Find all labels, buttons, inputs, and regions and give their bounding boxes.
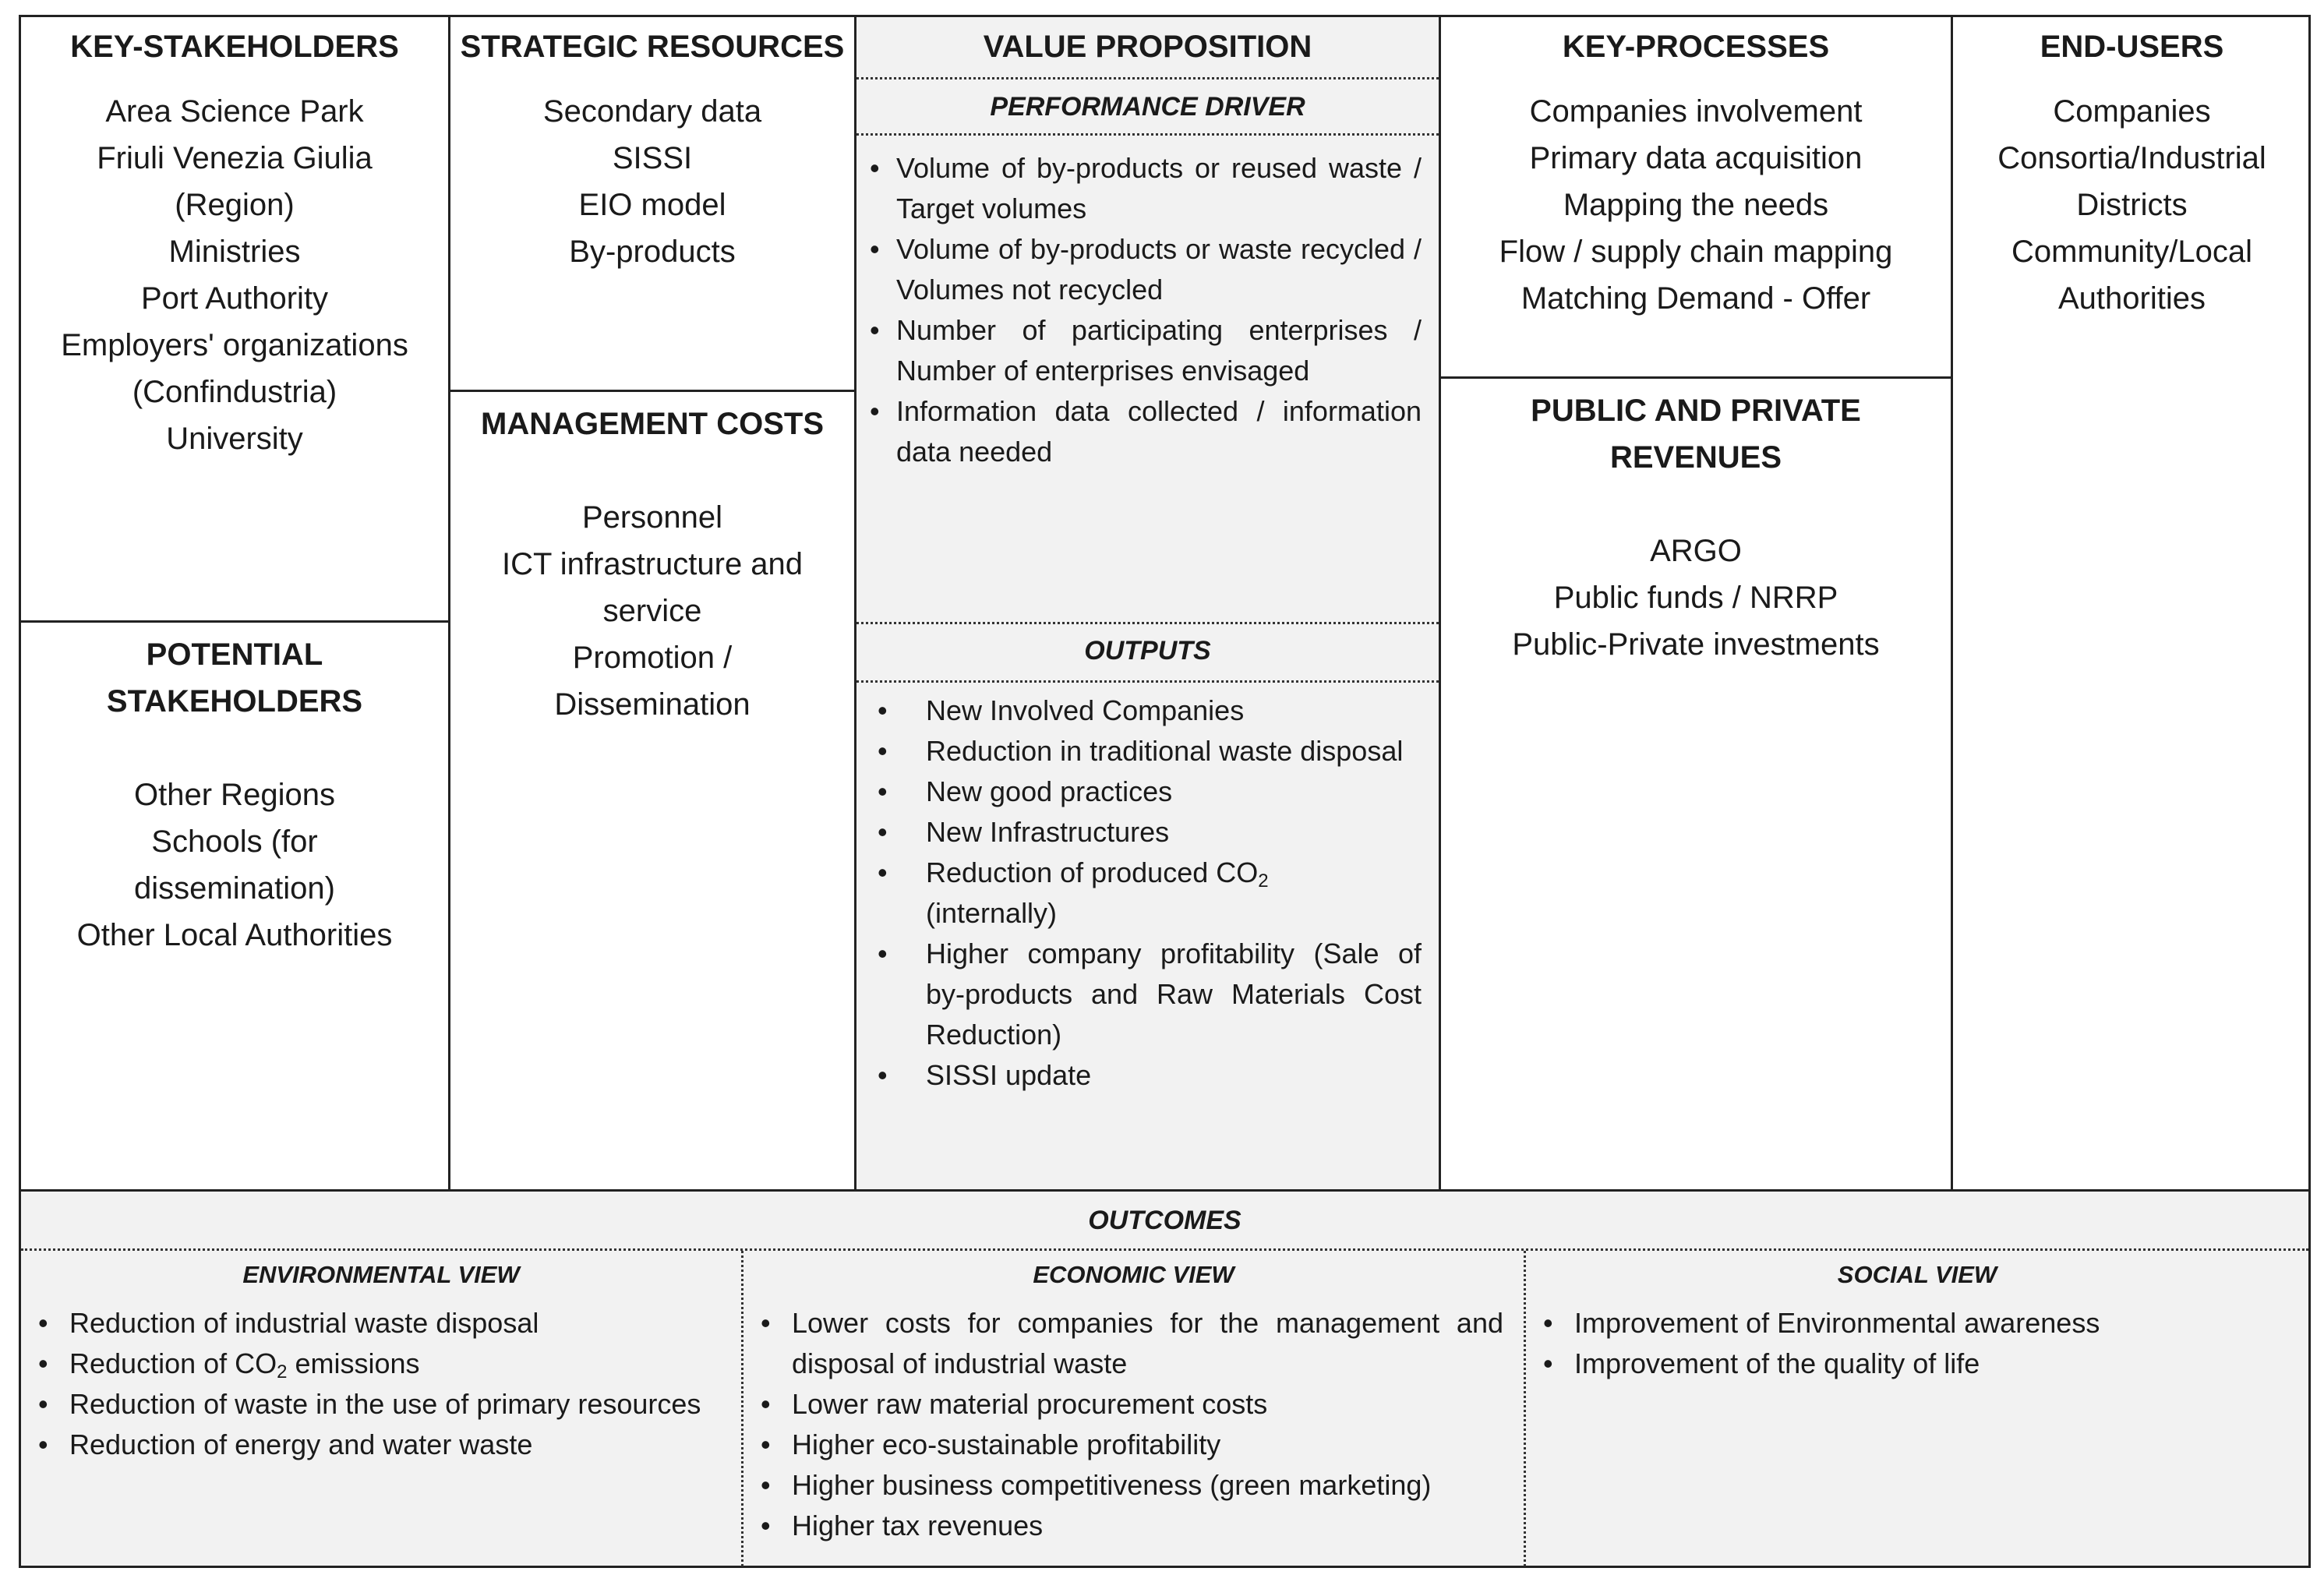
- performance-driver-section: [864, 148, 1422, 472]
- list-item-text: Lower raw material procurement costs: [792, 1388, 1268, 1420]
- bullet-icon: •: [878, 735, 888, 767]
- list-item: [864, 310, 1422, 391]
- bullet-icon: •: [38, 1428, 48, 1460]
- list-item: Other Regions: [134, 778, 335, 812]
- list-item: Community/Local: [2011, 235, 2252, 269]
- environmental-view-title: ENVIRONMENTAL VIEW: [242, 1261, 520, 1288]
- economic-view-section: [743, 1259, 1524, 1546]
- list-item-text: Reduction of energy and water waste: [69, 1428, 533, 1460]
- end-users-section: [1953, 23, 2311, 322]
- performance-driver-list: [864, 148, 1422, 472]
- list-item: [864, 690, 1422, 731]
- list-item: dissemination): [134, 871, 335, 906]
- revenues-section: [1441, 387, 1951, 668]
- outcomes-title: OUTCOMES: [1088, 1206, 1241, 1235]
- list-item-text: Reduction of CO: [69, 1347, 277, 1379]
- outputs-section: [864, 690, 1422, 1096]
- list-item: Ministries: [168, 235, 301, 269]
- strategic-resources-section: [450, 23, 854, 275]
- co2-subscript: 2: [277, 1361, 288, 1382]
- strategic-resources-title: STRATEGIC RESOURCES: [460, 30, 845, 64]
- outputs-list: [864, 690, 1422, 1096]
- list-item: Port Authority: [140, 281, 329, 316]
- list-item-text: Number of participating enterprises / Number of enterprises envisaged: [896, 314, 1422, 387]
- social-view-section: [1526, 1259, 2308, 1384]
- co2-subscript: 2: [1258, 870, 1269, 892]
- list-item-text: Volume of by-products or reused waste / Target volumes: [896, 152, 1422, 224]
- list-item: [29, 1344, 721, 1384]
- list-item: Friuli Venezia Giulia: [97, 141, 373, 175]
- dotted-outcomes-title: [21, 1248, 2308, 1251]
- list-item: Area Science Park: [105, 94, 364, 129]
- list-item: [864, 391, 1422, 472]
- outputs-title-cell: [856, 635, 1439, 666]
- list-item: Public funds / NRRP: [1553, 581, 1838, 615]
- dotted-vp-title: [856, 77, 1439, 79]
- bullet-icon: •: [878, 1059, 888, 1091]
- list-item-text: Improvement of the quality of life: [1574, 1347, 1980, 1379]
- divider-h-processes: [1439, 376, 1952, 379]
- list-item: service: [602, 594, 702, 628]
- environmental-view-section: [21, 1259, 741, 1465]
- list-item: [864, 772, 1422, 812]
- list-item: Personnel: [581, 500, 723, 535]
- bullet-icon: •: [878, 856, 888, 888]
- management-costs-title: MANAGEMENT COSTS: [481, 407, 824, 441]
- potential-stakeholders-title-line1: POTENTIAL: [146, 637, 323, 672]
- list-item-text: (internally): [926, 897, 1058, 929]
- end-users-title: END-USERS: [2040, 30, 2224, 64]
- bullet-icon: •: [38, 1347, 48, 1379]
- value-proposition-title: VALUE PROPOSITION: [983, 30, 1312, 64]
- management-costs-section: [450, 401, 854, 728]
- list-item: University: [166, 422, 303, 456]
- strategic-resources-list: [450, 88, 854, 275]
- list-item: Employers' organizations: [61, 328, 408, 362]
- bullet-icon: •: [878, 694, 888, 726]
- list-item: Companies involvement: [1529, 94, 1863, 129]
- end-users-list: [1953, 88, 2311, 322]
- list-item-text: emissions: [287, 1347, 420, 1379]
- list-item-text: Reduction of waste in the use of primary resources: [69, 1388, 701, 1420]
- list-item-text: Higher company profitability (Sale of by-products and Raw Materials Cost Reduction): [926, 938, 1422, 1051]
- social-view-title: SOCIAL VIEW: [1837, 1261, 1997, 1288]
- list-item: ARGO: [1650, 534, 1742, 568]
- divider-h-outcomes: [19, 1189, 2311, 1192]
- outputs-title: OUTPUTS: [1084, 636, 1211, 666]
- bullet-icon: •: [761, 1510, 771, 1541]
- bullet-icon: •: [761, 1428, 771, 1460]
- list-item: [864, 853, 1422, 934]
- list-item: [29, 1303, 721, 1344]
- dotted-outputs-top: [856, 622, 1439, 624]
- list-item: Schools (for: [151, 825, 318, 859]
- list-item: [864, 812, 1422, 853]
- key-processes-title: KEY-PROCESSES: [1562, 30, 1830, 64]
- key-processes-list: [1441, 88, 1951, 322]
- potential-stakeholders-title-line2: STAKEHOLDERS: [106, 684, 363, 719]
- list-item-text: Higher tax revenues: [792, 1510, 1044, 1541]
- list-item: Authorities: [2058, 281, 2206, 316]
- list-item: Primary data acquisition: [1529, 141, 1863, 175]
- list-item-text: Lower costs for companies for the management and disposal of industrial waste: [792, 1307, 1503, 1379]
- key-processes-section: [1441, 23, 1951, 322]
- list-item-text: SISSI update: [926, 1059, 1092, 1091]
- bullet-icon: •: [38, 1388, 48, 1420]
- revenues-list: [1441, 528, 1951, 668]
- list-item: Districts: [2076, 188, 2188, 222]
- list-item: Flow / supply chain mapping: [1499, 235, 1893, 269]
- revenues-title-line2: REVENUES: [1609, 440, 1782, 475]
- performance-driver-title: PERFORMANCE DRIVER: [990, 92, 1305, 122]
- environmental-view-list: [21, 1303, 741, 1465]
- list-item: [751, 1465, 1503, 1506]
- list-item: SISSI: [612, 141, 693, 175]
- dotted-pd-title: [856, 133, 1439, 136]
- list-item: Dissemination: [554, 687, 751, 722]
- list-item-text: Information data collected / information data needed: [896, 395, 1422, 468]
- list-item-text: Reduction of industrial waste disposal: [69, 1307, 539, 1339]
- value-proposition-section: [856, 23, 1439, 70]
- list-item-text: Reduction in traditional waste disposal: [926, 735, 1404, 767]
- list-item: [751, 1303, 1503, 1384]
- list-item: Other Local Authorities: [76, 918, 393, 952]
- bullet-icon: •: [38, 1307, 48, 1339]
- list-item-text: New Involved Companies: [926, 694, 1245, 726]
- list-item: EIO model: [578, 188, 726, 222]
- list-item: By-products: [569, 235, 736, 269]
- list-item: [864, 1055, 1422, 1096]
- bullet-icon: •: [870, 152, 880, 184]
- list-item-text: Higher eco-sustainable profitability: [792, 1428, 1221, 1460]
- list-item: [1534, 1344, 2288, 1384]
- list-item: (Confindustria): [132, 375, 337, 409]
- list-item: [751, 1506, 1503, 1546]
- divider-h-stakeholders: [19, 620, 450, 623]
- list-item: [1534, 1303, 2288, 1344]
- list-item: Public-Private investments: [1512, 627, 1880, 662]
- list-item: Matching Demand - Offer: [1520, 281, 1871, 316]
- list-item: Mapping the needs: [1563, 188, 1829, 222]
- list-item: ICT infrastructure and: [501, 547, 804, 581]
- key-stakeholders-list: [21, 88, 448, 462]
- list-item: [864, 731, 1422, 772]
- bullet-icon: •: [870, 395, 880, 427]
- list-item: Consortia/Industrial: [1997, 141, 2266, 175]
- list-item-text: Higher business competitiveness (green marketing): [792, 1469, 1432, 1501]
- outcomes-title-cell: [21, 1205, 2308, 1236]
- bullet-icon: •: [870, 233, 880, 265]
- list-item: Promotion /: [572, 641, 733, 675]
- bullet-icon: •: [761, 1307, 771, 1339]
- bullet-icon: •: [761, 1469, 771, 1501]
- potential-stakeholders-section: [21, 631, 448, 959]
- bullet-icon: •: [878, 775, 888, 807]
- performance-driver-title-cell: [856, 91, 1439, 122]
- bullet-icon: •: [878, 938, 888, 969]
- bullet-icon: •: [878, 816, 888, 848]
- list-item-text: New Infrastructures: [926, 816, 1170, 848]
- list-item-text: New good practices: [926, 775, 1173, 807]
- economic-view-list: [743, 1303, 1524, 1546]
- list-item-text: Improvement of Environmental awareness: [1574, 1307, 2100, 1339]
- list-item: (Region): [175, 188, 295, 222]
- bullet-icon: •: [870, 314, 880, 346]
- revenues-title-line1: PUBLIC AND PRIVATE: [1531, 394, 1861, 428]
- bullet-icon: •: [1543, 1307, 1553, 1339]
- list-item: Companies: [2053, 94, 2211, 129]
- list-item: [751, 1384, 1503, 1425]
- list-item: [864, 934, 1422, 1055]
- list-item: [751, 1425, 1503, 1465]
- economic-view-title: ECONOMIC VIEW: [1033, 1261, 1234, 1288]
- list-item-text: Volume of by-products or waste recycled / Volumes not recycled: [896, 233, 1422, 305]
- key-stakeholders-title: KEY-STAKEHOLDERS: [70, 30, 399, 64]
- bullet-icon: •: [761, 1388, 771, 1420]
- dotted-outputs-title: [856, 680, 1439, 683]
- divider-v2: [854, 15, 856, 1192]
- divider-h-resources: [448, 390, 856, 392]
- list-item: [864, 229, 1422, 310]
- bullet-icon: •: [1543, 1347, 1553, 1379]
- list-item: [864, 148, 1422, 229]
- potential-stakeholders-list: [21, 772, 448, 959]
- key-stakeholders-section: [21, 23, 448, 462]
- list-item: Secondary data: [542, 94, 762, 129]
- list-item: [29, 1425, 721, 1465]
- list-item-text: Reduction of produced CO: [926, 856, 1259, 888]
- list-item: [29, 1384, 721, 1425]
- management-costs-list: [450, 494, 854, 728]
- social-view-list: [1526, 1303, 2308, 1384]
